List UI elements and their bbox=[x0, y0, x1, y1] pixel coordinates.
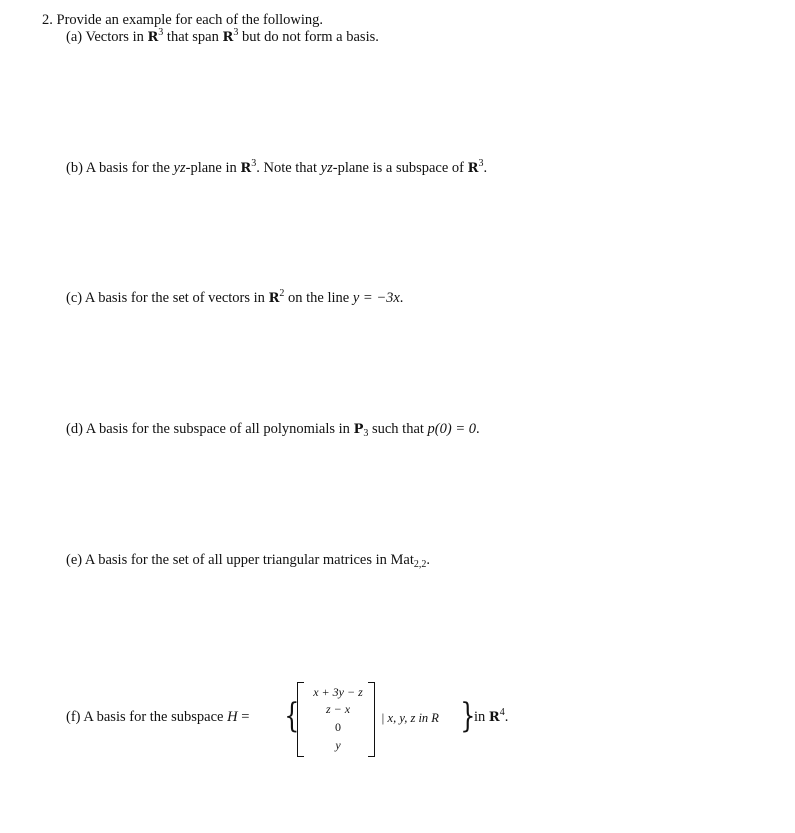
real-numbers-symbol: R bbox=[467, 161, 479, 176]
part-f-tail bbox=[474, 708, 508, 727]
matrix-entry: 0 bbox=[335, 720, 341, 734]
matrix-entry: z − x bbox=[325, 702, 351, 716]
part-e bbox=[66, 551, 430, 569]
part-c-text-2: on the line bbox=[284, 290, 353, 306]
part-e-text-1: A basis for the set of all upper triangular matrices in Mat bbox=[84, 552, 414, 568]
matrix-right-bracket bbox=[368, 682, 375, 757]
part-a bbox=[66, 28, 379, 47]
part-b-text-1: A basis for the bbox=[85, 160, 174, 176]
part-c-label: (c) bbox=[66, 290, 83, 306]
real-numbers-symbol: R bbox=[222, 30, 234, 45]
matrix-entry: y bbox=[335, 738, 341, 752]
part-f-text-2: in bbox=[474, 709, 489, 725]
part-c-text-3: . bbox=[399, 290, 404, 306]
yz-symbol: yz bbox=[173, 160, 186, 176]
part-f-text-3: . bbox=[504, 709, 509, 725]
left-brace: { bbox=[284, 696, 300, 736]
exponent: 3 bbox=[478, 158, 484, 169]
question-number: 2. bbox=[42, 12, 53, 28]
part-a-label: (a) bbox=[66, 29, 83, 45]
set-condition: | x, y, z in R bbox=[381, 711, 439, 725]
part-b bbox=[66, 159, 487, 178]
part-d-label: (d) bbox=[66, 421, 83, 437]
matrix-entry: x + 3y − z bbox=[313, 685, 363, 699]
exponent: 3 bbox=[233, 27, 239, 38]
line-equation: y = −3x bbox=[352, 290, 400, 306]
equals-sign: = bbox=[237, 709, 250, 725]
part-f bbox=[66, 708, 249, 726]
part-b-text-2: -plane in bbox=[185, 160, 241, 176]
real-numbers-symbol: R bbox=[488, 710, 500, 725]
real-numbers-symbol: R bbox=[268, 291, 280, 306]
part-c-text-1: A basis for the set of vectors in bbox=[84, 290, 269, 306]
part-e-label: (e) bbox=[66, 552, 83, 568]
real-numbers-symbol: R bbox=[147, 30, 159, 45]
polynomial-space-symbol: P bbox=[353, 422, 364, 437]
subscript: 2,2 bbox=[413, 559, 427, 570]
part-b-label: (b) bbox=[66, 160, 83, 176]
exponent: 4 bbox=[499, 707, 505, 718]
question-prompt: Provide an example for each of the following. bbox=[56, 12, 324, 28]
part-a-text-2: that span bbox=[163, 29, 223, 45]
exponent: 2 bbox=[279, 288, 285, 299]
subscript: 3 bbox=[363, 428, 369, 439]
part-b-text-4: -plane is a subspace of bbox=[332, 160, 468, 176]
part-a-text-1: Vectors in bbox=[85, 29, 148, 45]
part-d bbox=[66, 420, 480, 439]
part-d-text-2: such that bbox=[368, 421, 428, 437]
right-brace: } bbox=[460, 696, 476, 736]
yz-symbol: yz bbox=[320, 160, 333, 176]
real-numbers-symbol: R bbox=[240, 161, 252, 176]
question-header bbox=[42, 11, 323, 29]
polynomial-condition: p(0) = 0 bbox=[427, 421, 476, 437]
part-a-text-3: but do not form a basis. bbox=[238, 29, 379, 45]
part-d-text-1: A basis for the subspace of all polynomials in bbox=[85, 421, 354, 437]
part-b-text-5: . bbox=[483, 160, 488, 176]
exponent: 3 bbox=[158, 27, 164, 38]
part-b-text-3: . Note that bbox=[256, 160, 321, 176]
exponent: 3 bbox=[251, 158, 257, 169]
part-f-text-1: A basis for the subspace bbox=[83, 709, 228, 725]
part-e-text-2: . bbox=[426, 552, 431, 568]
subspace-symbol: H bbox=[227, 709, 238, 725]
part-d-text-3: . bbox=[476, 421, 480, 437]
part-c bbox=[66, 289, 403, 308]
part-f-label: (f) bbox=[66, 709, 81, 725]
